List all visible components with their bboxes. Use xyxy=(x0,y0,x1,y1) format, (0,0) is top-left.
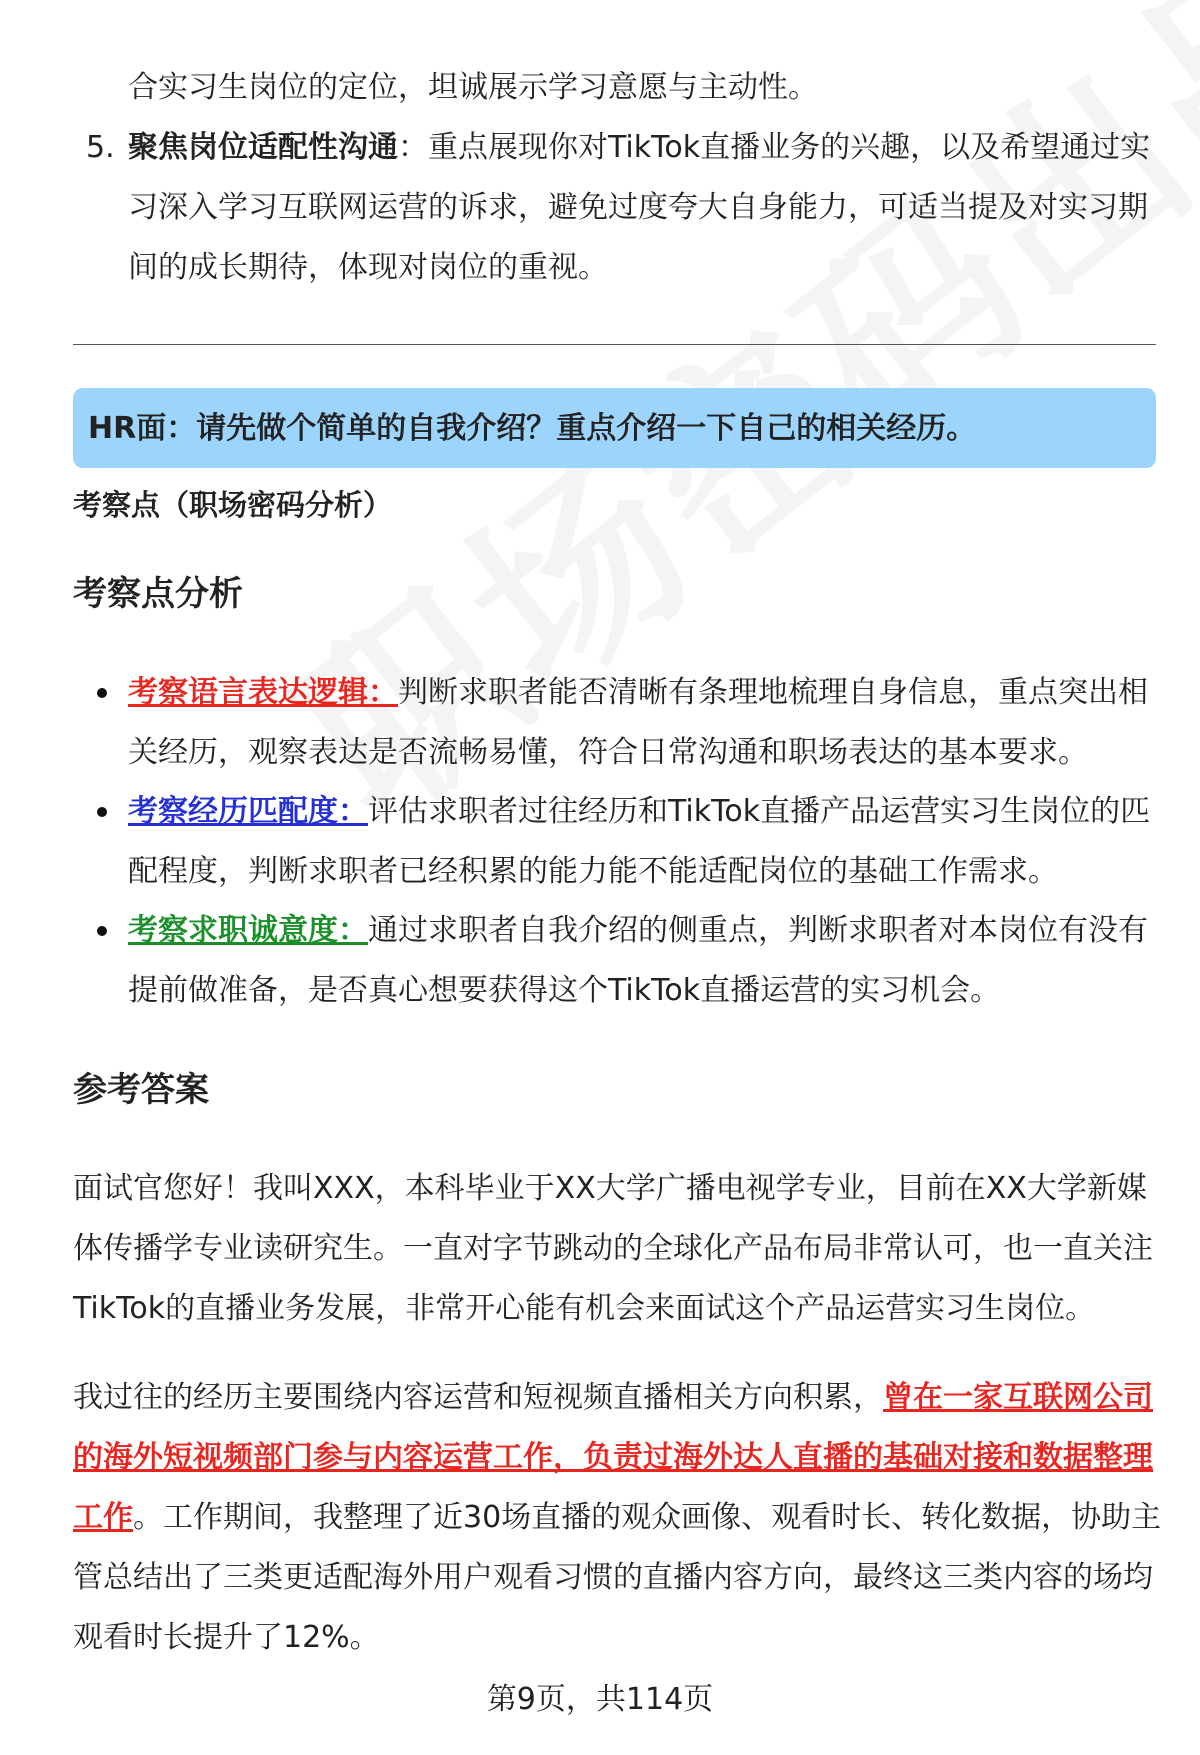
list-item-5 xyxy=(128,128,1150,168)
analysis-item-title: 考察语言表达逻辑： xyxy=(128,675,398,710)
analysis-item xyxy=(128,911,1148,951)
answer-text: TikTok的直播业务发展，非常开心能有机会来面试这个产品运营实习生岗位。 xyxy=(73,1291,1096,1326)
answer-highlight: 的海外短视频部门参与内容运营工作，负责过海外达人直播的基础对接和数据整理 xyxy=(73,1440,1153,1475)
analysis-item-title: 考察求职诚意度： xyxy=(128,913,368,948)
bullet-dot xyxy=(97,807,107,817)
analysis-item xyxy=(128,792,1150,832)
page-footer: 第9页，共114页 xyxy=(486,1682,714,1717)
answer-text: 体传播学专业读研究生。一直对字节跳动的全球化产品布局非常认可，也一直关注 xyxy=(73,1231,1153,1266)
list-item-title: 聚焦岗位适配性沟通 xyxy=(128,130,398,165)
analysis-item-title: 考察经历匹配度： xyxy=(128,794,368,829)
analysis-item-text: 关经历，观察表达是否流畅易懂，符合日常沟通和职场表达的基本要求。 xyxy=(128,735,1088,770)
answer-highlight: 工作 xyxy=(73,1500,133,1535)
intro-line: 合实习生岗位的定位，坦诚展示学习意愿与主动性。 xyxy=(128,70,818,105)
answer-text xyxy=(73,1378,1153,1418)
bullet-dot xyxy=(97,688,107,698)
answer-text-plain: 。工作期间，我整理了近30场直播的观众画像、观看时长、转化数据，协助主 xyxy=(133,1500,1162,1535)
analysis-item-text: 判断求职者能否清晰有条理地梳理自身信息，重点突出相 xyxy=(398,675,1148,710)
answer-highlight: 曾在一家互联网公司 xyxy=(883,1380,1153,1415)
list-item-text: 间的成长期待，体现对岗位的重视。 xyxy=(128,250,608,285)
subheading: 考察点（职场密码分析） xyxy=(73,488,393,522)
answer-text: 管总结出了三类更适配海外用户观看习惯的直播内容方向，最终这三类内容的场均 xyxy=(73,1560,1153,1595)
list-item-text: ：重点展现你对TikTok直播业务的兴趣，以及希望通过实 xyxy=(398,130,1151,165)
analysis-item xyxy=(128,673,1148,713)
bullet-dot xyxy=(97,926,107,936)
analysis-item-text: 提前做准备，是否真心想要获得这个TikTok直播运营的实习机会。 xyxy=(128,973,1001,1008)
analysis-heading: 考察点分析 xyxy=(73,574,243,614)
analysis-item-text: 评估求职者过往经历和TikTok直播产品运营实习生岗位的匹 xyxy=(368,794,1151,829)
answer-text: 面试官您好！我叫XXX，本科毕业于XX大学广播电视学专业，目前在XX大学新媒 xyxy=(73,1171,1147,1206)
section-divider xyxy=(73,344,1156,345)
analysis-item-text: 通过求职者自我介绍的侧重点，判断求职者对本岗位有没有 xyxy=(368,913,1148,948)
answer-text-plain: 我过往的经历主要围绕内容运营和短视频直播相关方向积累， xyxy=(73,1380,883,1415)
answer-text: 观看时长提升了12%。 xyxy=(73,1620,380,1655)
list-number: 5. xyxy=(86,130,115,165)
answer-text xyxy=(73,1438,1153,1478)
answer-heading: 参考答案 xyxy=(73,1070,209,1110)
question-title: HR面：请先做个简单的自我介绍？重点介绍一下自己的相关经历。 xyxy=(88,411,977,446)
analysis-item-text: 配程度，判断求职者已经积累的能力能不能适配岗位的基础工作需求。 xyxy=(128,854,1058,889)
answer-text xyxy=(73,1498,1161,1538)
list-item-text: 习深入学习互联网运营的诉求，避免过度夸大自身能力，可适当提及对实习期 xyxy=(128,190,1148,225)
